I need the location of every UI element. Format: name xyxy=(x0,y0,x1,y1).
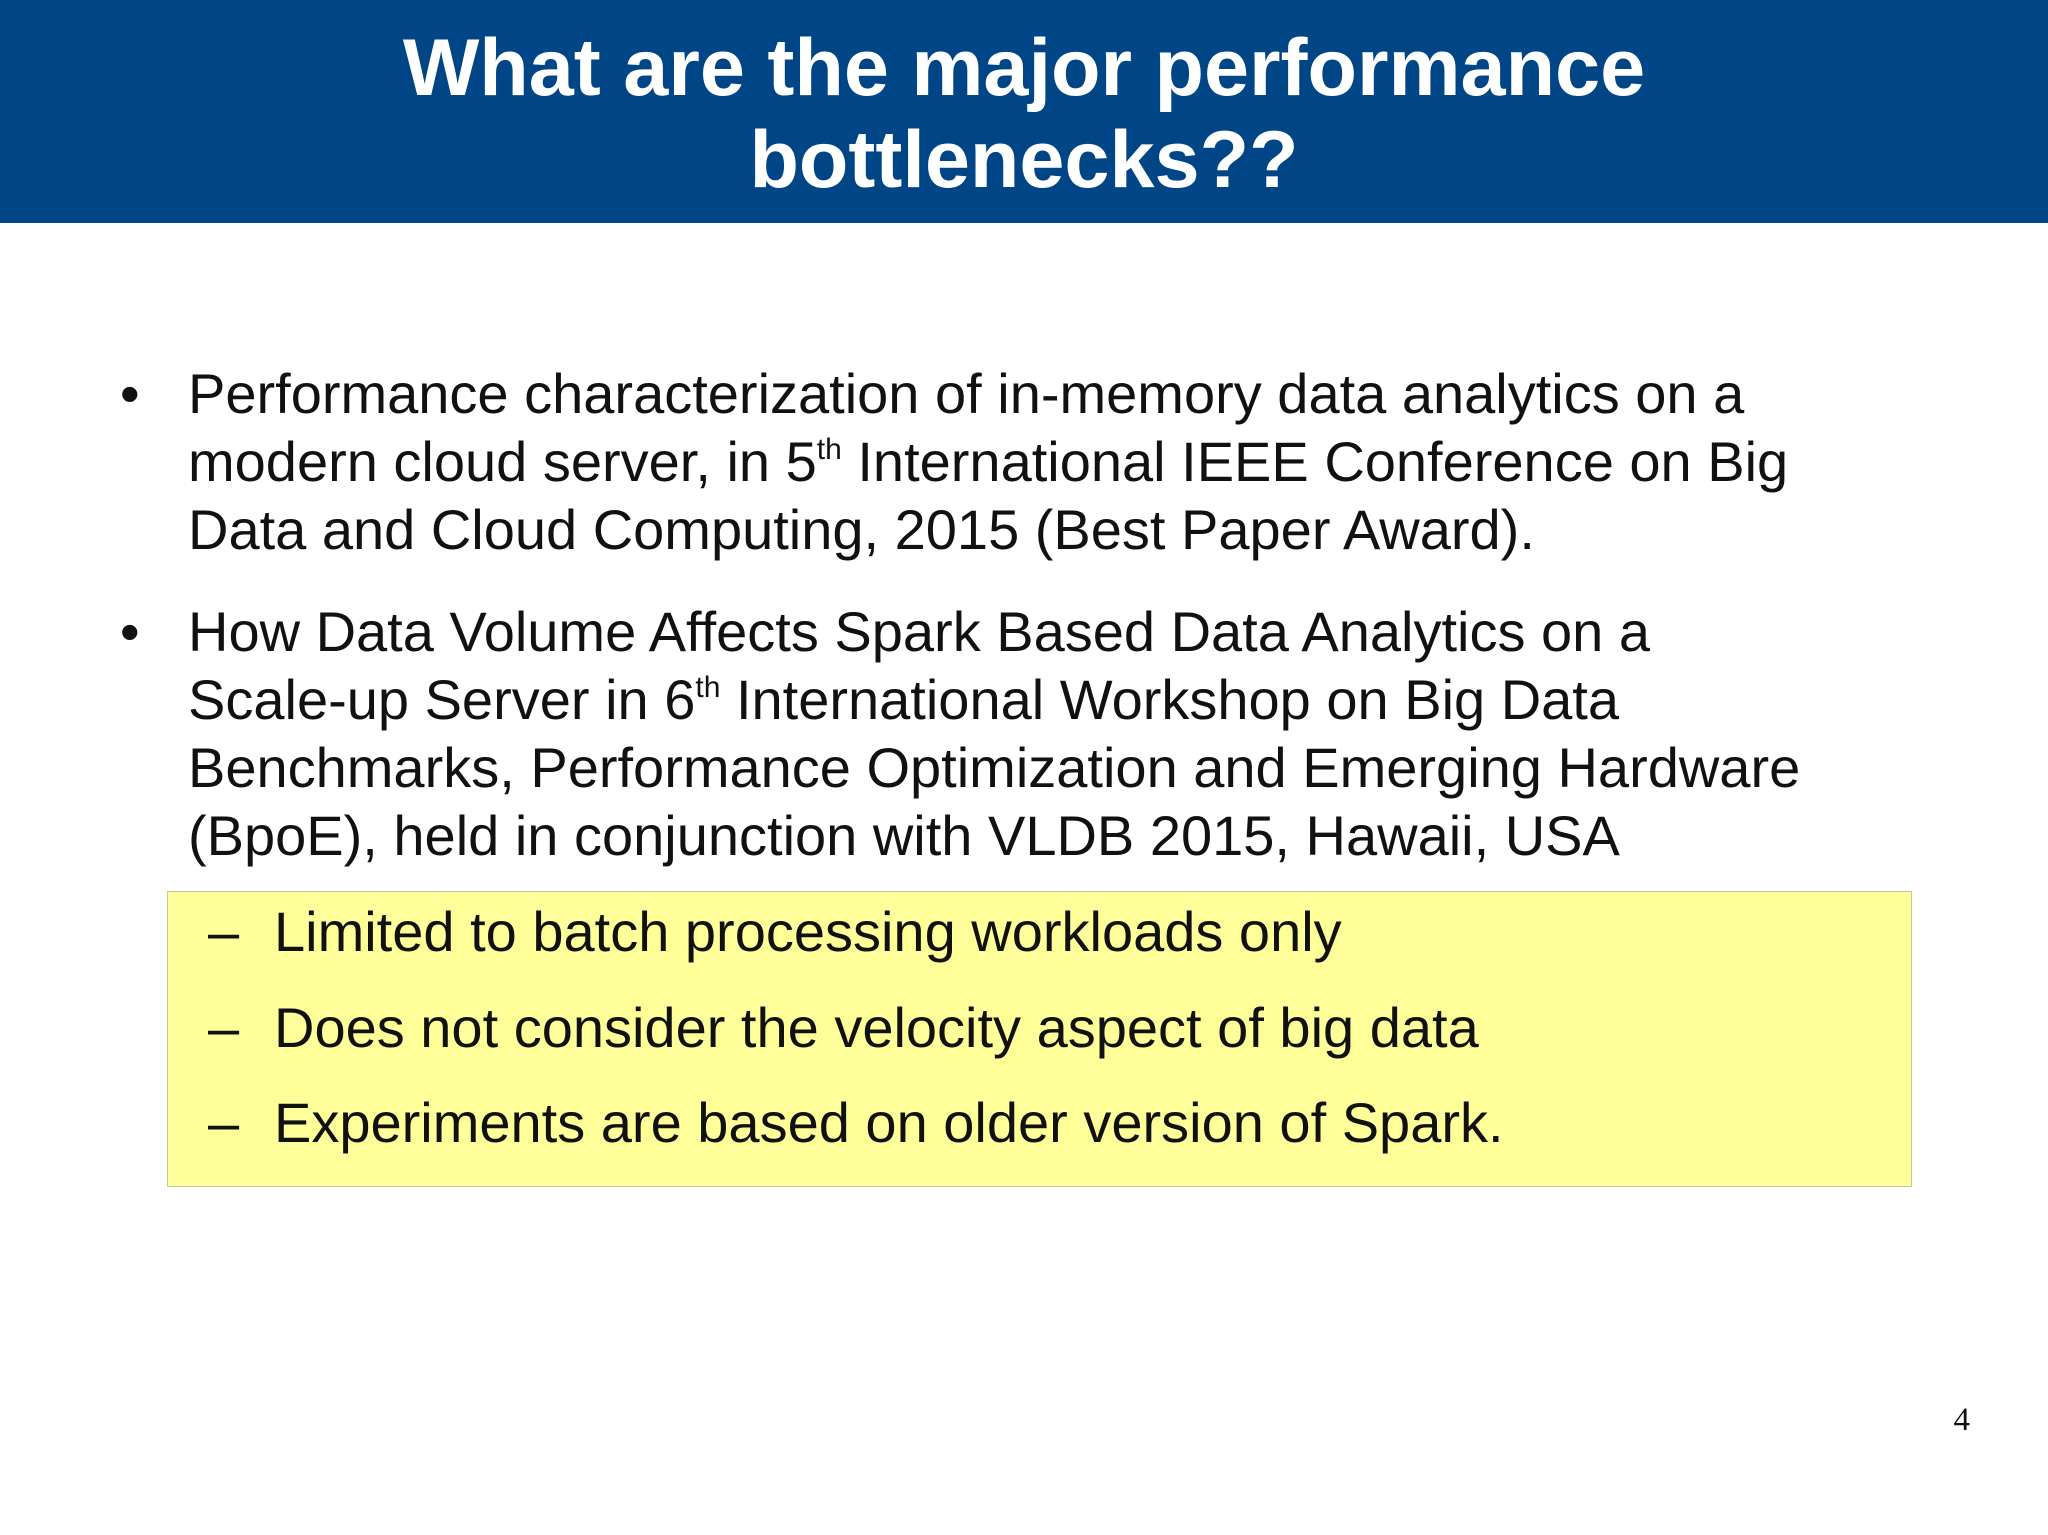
highlight-box xyxy=(167,891,1912,1187)
ordinal-suffix: th xyxy=(816,433,842,466)
sub-bullet-text: Limited to batch processing workloads only xyxy=(274,900,1342,963)
dash-icon: – xyxy=(208,1091,240,1154)
bullet-line-part: International IEEE Conference on Big xyxy=(841,430,1789,493)
bullet-line: Benchmarks, Performance Optimization and Emerging Hardware xyxy=(188,736,1801,799)
bullet-line xyxy=(188,428,1948,496)
bullet-line-part: modern cloud server, in 5 xyxy=(188,430,817,493)
sub-bullet-item xyxy=(168,988,1913,1068)
bullet-line-part: Scale-up Server in 6 xyxy=(188,668,696,731)
dash-icon: – xyxy=(208,996,240,1059)
bullet-dot-icon: • xyxy=(120,362,140,425)
slide-title-line: bottlenecks?? xyxy=(749,114,1299,205)
bullet-text xyxy=(188,598,1948,870)
bullet-line: Data and Cloud Computing, 2015 (Best Paper Award). xyxy=(188,498,1535,561)
sub-bullet-item xyxy=(168,1083,1913,1163)
bullet-line: How Data Volume Affects Spark Based Data Analytics on a xyxy=(188,600,1650,663)
bullet-line-part: International Workshop on Big Data xyxy=(720,668,1620,731)
bullet-dot-icon: • xyxy=(120,600,140,663)
sub-bullet-text: Does not consider the velocity aspect of big data xyxy=(274,996,1479,1059)
sub-bullet-item xyxy=(168,892,1913,972)
bullet-line: (BpoE), held in conjunction with VLDB 2015, Hawaii, USA xyxy=(188,804,1620,867)
page-number: 4 xyxy=(1953,1402,1970,1438)
bullet-text xyxy=(188,360,1948,564)
bullet-line: Performance characterization of in-memory data analytics on a xyxy=(188,362,1745,425)
bullet-line xyxy=(188,666,1948,734)
sub-bullet-text: Experiments are based on older version of Spark. xyxy=(274,1091,1504,1154)
ordinal-suffix: th xyxy=(695,671,721,704)
slide-title-line: What are the major performance xyxy=(402,22,1646,113)
dash-icon: – xyxy=(208,900,240,963)
